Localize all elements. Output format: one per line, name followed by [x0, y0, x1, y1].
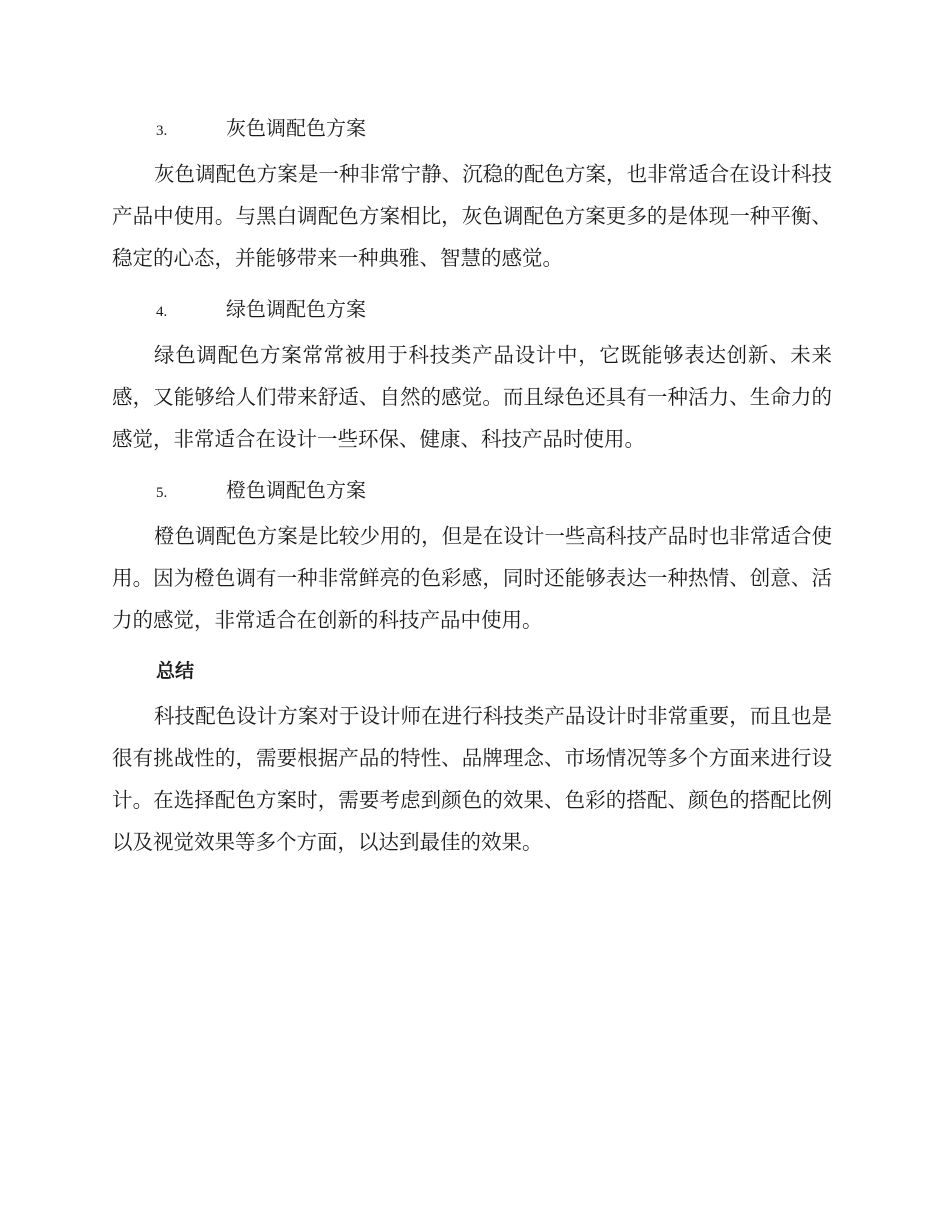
summary-title: 总结 — [156, 660, 195, 682]
section-heading-green — [112, 289, 832, 332]
section-number: 4. — [156, 304, 168, 320]
section-heading-orange — [112, 470, 832, 513]
section-paragraph-orange: 橙色调配色方案是比较少用的，但是在设计一些高科技产品时也非常适合使用。因为橙色调有一种非常鲜亮的色彩感，同时还能够表达一种热情、创意、活力的感觉，非常适合在创新的科技产品中使用。 — [112, 524, 832, 632]
section-heading-gray — [112, 108, 832, 151]
section-heading-text: 灰色调配色方案 — [226, 116, 366, 140]
section-heading-text: 绿色调配色方案 — [226, 297, 366, 321]
section-paragraph-gray: 灰色调配色方案是一种非常宁静、沉稳的配色方案，也非常适合在设计科技产品中使用。与黑白调配色方案相比，灰色调配色方案更多的是体现一种平衡、稳定的心态，并能够带来一种典雅、智慧的感觉。 — [112, 162, 832, 270]
section-number: 3. — [156, 123, 168, 139]
summary-paragraph: 科技配色设计方案对于设计师在进行科技类产品设计时非常重要，而且也是很有挑战性的，需要根据产品的特性、品牌理念、市场情况等多个方面来进行设计。在选择配色方案时，需要考虑到颜色的效果、色彩的搭配、颜色的搭配比例以及视觉效果等多个方面，以达到最佳的效果。 — [112, 704, 832, 854]
section-number: 5. — [156, 485, 168, 501]
section-paragraph-green: 绿色调配色方案常常被用于科技类产品设计中，它既能够表达创新、未来感，又能够给人们带来舒适、自然的感觉。而且绿色还具有一种活力、生命力的感觉，非常适合在设计一些环保、健康、科技产品时使用。 — [112, 343, 832, 451]
section-heading-text: 橙色调配色方案 — [226, 478, 366, 502]
document-content — [112, 108, 832, 873]
